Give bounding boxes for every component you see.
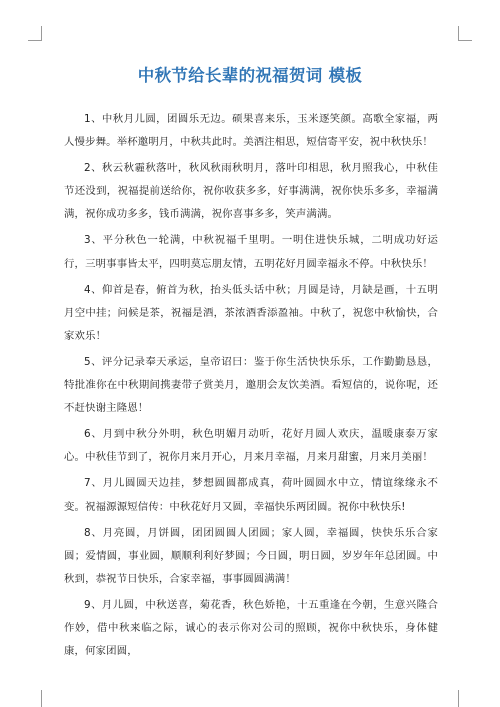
crop-mark-bottom-left [41, 690, 42, 707]
paragraph-7: 7、月儿圆圆天边挂，梦想圆圆都成真，荷叶圆圆水中立，情谊缘缘永不变。祝福源源短信传：中秋花好月又圆，幸福快乐两团圆。祝你中秋快乐! [64, 477, 438, 513]
paragraph-4: 4、仰首是春，俯首为秋，抬头低头话中秋；月圆是诗，月缺是画，十五明月空中挂；问候是茶，祝福是酒，茶浓酒香添盈袖。中秋了，祝您中秋愉快，合家欢乐！ [64, 283, 438, 342]
paragraph-5: 5、评分记录奉天承运，皇帝诏曰：鉴于你生活快快乐乐，工作勤勤恳恳，特批准你在中秋期间携妻带子赏美月，邀朋会友饮美酒。看短信的，说你呢，还不赶快谢主隆恩！ [64, 355, 438, 415]
crop-mark-top-right [458, 26, 459, 41]
paragraph-2: 2、秋云秋霾秋落叶，秋风秋雨秋明月，落叶印相思，秋月照我心，中秋佳节还没到，祝福提前送给你，祝你收获多多，好事满满，祝你快乐多多，幸福满满，祝你成功多多，钱币满满，祝你喜事多多，笑声满满。 [64, 162, 438, 221]
document-body [64, 108, 438, 666]
paragraph-6: 6、月到中秋分外明，秋色明媚月动听，花好月圆人欢庆，温暖康泰万家心。中秋佳节到了，祝你月来月开心，月来月幸福，月来月甜蜜，月来月美丽！ [64, 428, 438, 464]
crop-mark-top-left [28, 40, 42, 41]
crop-mark-top-left [41, 26, 42, 41]
paragraph-9: 9、月儿圆，中秋送喜，菊花香，秋色娇艳，十五重逢在今朝，生意兴隆合作妙，借中秋来临之际，诚心的表示你对公司的照顾，祝你中秋快乐，身体健康，何家团圆， [64, 598, 438, 658]
paragraph-3: 3、平分秋色一轮满，中秋祝福千里明。一明住进快乐城，二明成功好运行，三明事事皆太平，四明莫忘朋友情，五明花好月圆幸福永不停。中秋快乐！ [64, 234, 438, 270]
crop-mark-top-right [458, 40, 472, 41]
crop-mark-bottom-right [458, 690, 459, 707]
document-title: 中秋节给长辈的祝福贺词 模板 [137, 66, 363, 85]
paragraph-8: 8、月亮圆，月饼圆，团团圆圆人团圆；家人圆，幸福圆，快快乐乐合家圆；爱情圆，事业圆，顺顺利利好梦圆；今日圆，明日圆，岁岁年年总团圆。中秋到，恭祝节日快乐，合家幸福，事事圆圆满满！ [64, 526, 438, 585]
paragraph-1: 1、中秋月儿圆，团圆乐无边。硕果喜来乐，玉米逐笑颜。高歌全家福，两人慢步舞。举杯邀明月，中秋共此时。美酒注相思，短信寄平安，祝中秋快乐！ [64, 113, 438, 149]
